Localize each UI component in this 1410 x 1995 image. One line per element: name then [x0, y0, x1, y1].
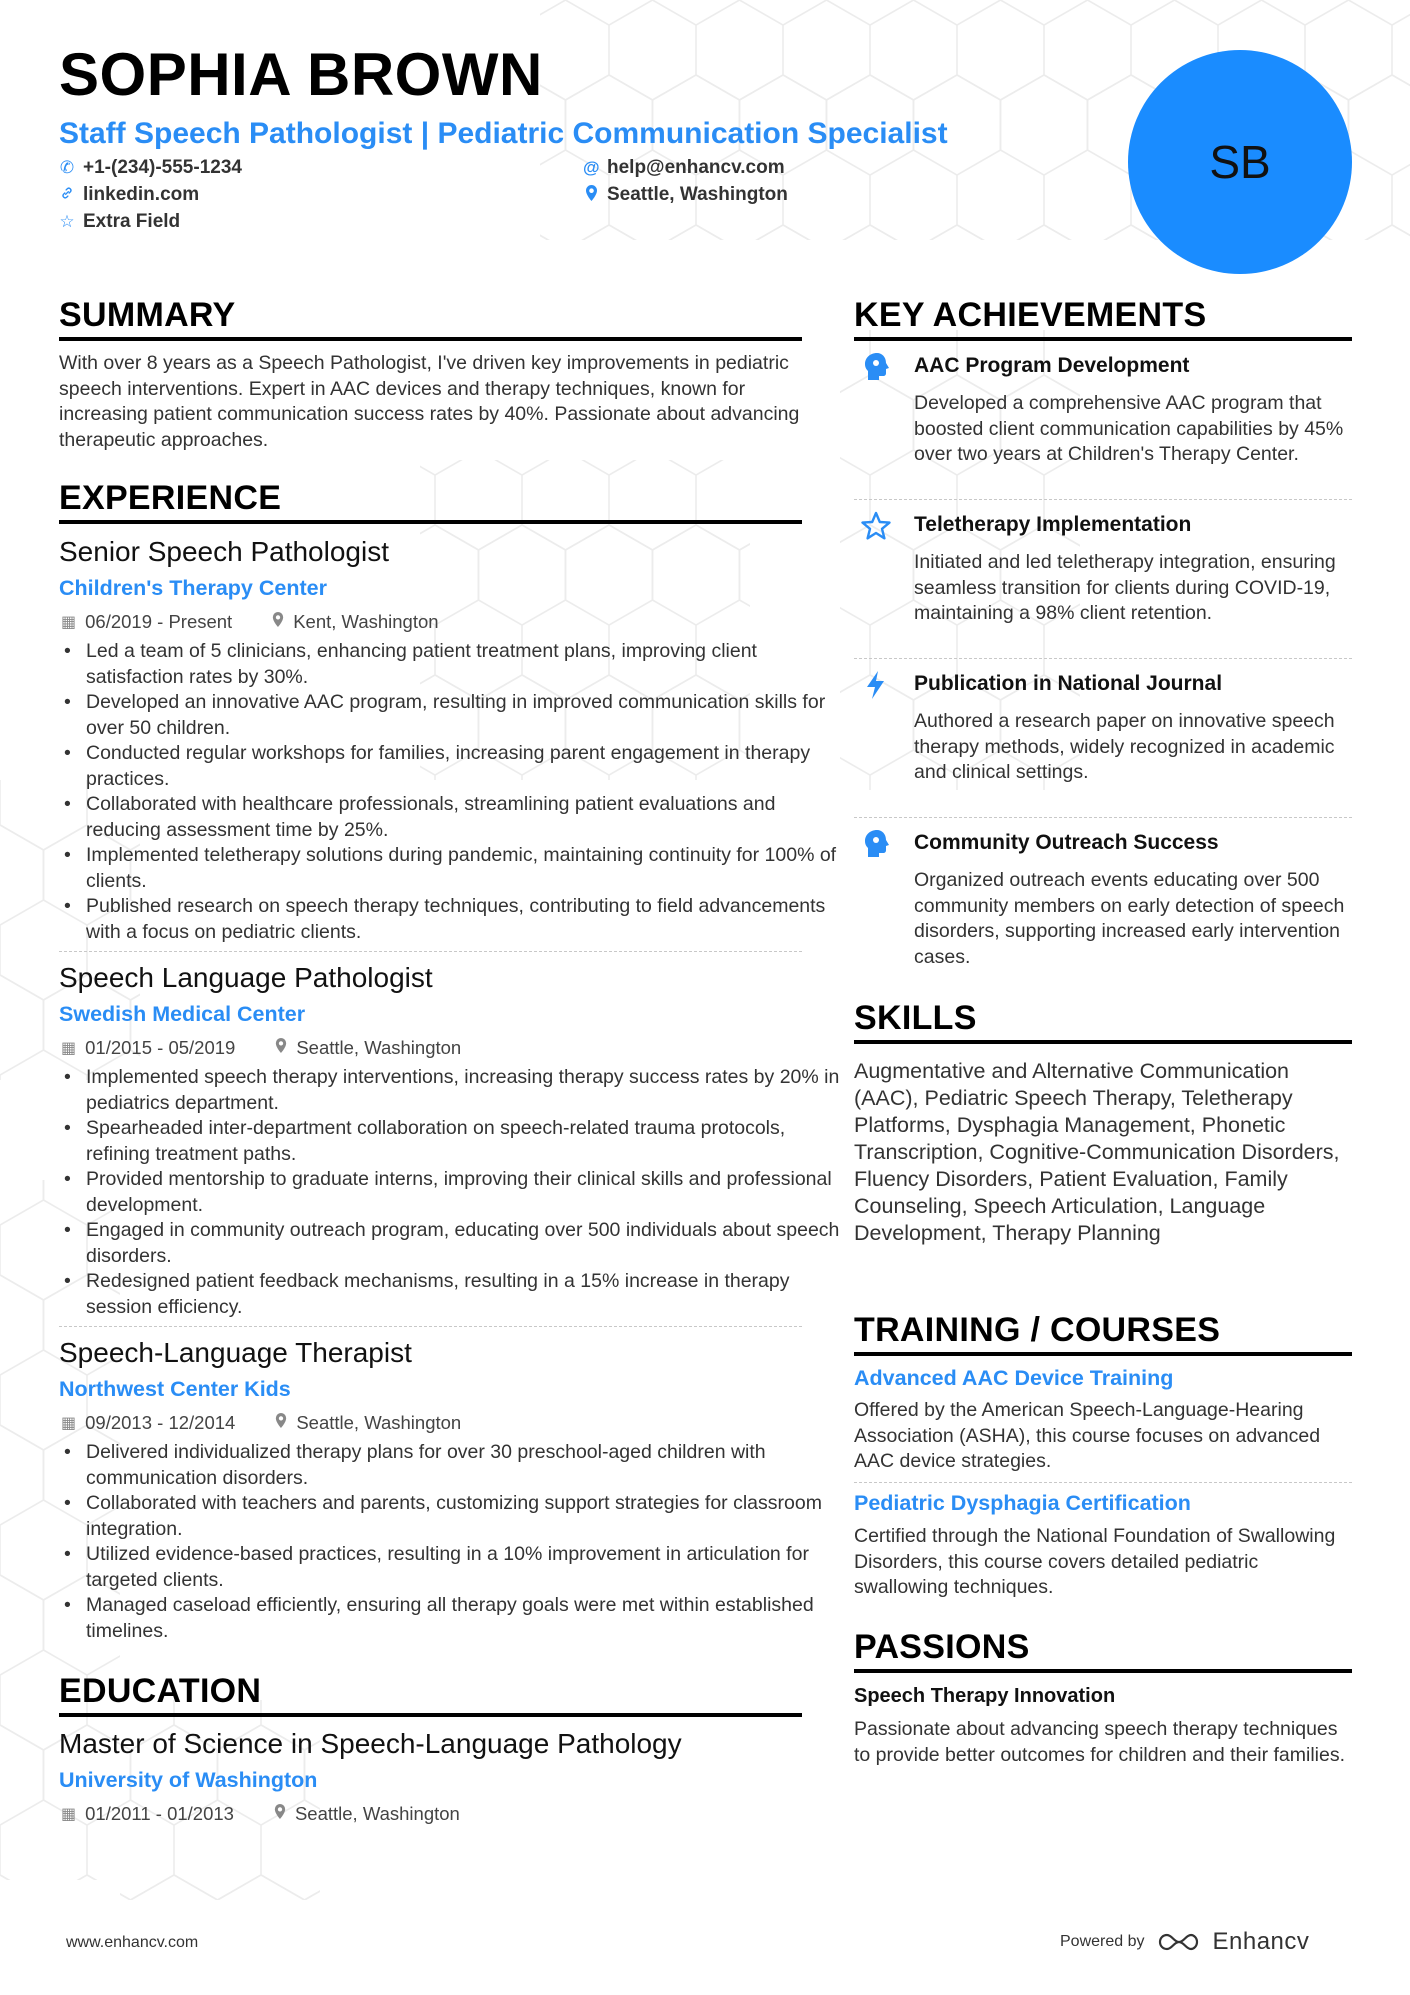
achievement-title: Teletherapy Implementation: [914, 513, 1192, 536]
bullet-item: • Conducted regular workshops for families, increasing parent engagement in therapy practices.: [86, 741, 846, 792]
course-divider: [854, 1482, 1352, 1483]
footer-branding[interactable]: [1060, 1928, 1309, 1956]
at-icon: @: [583, 158, 600, 177]
job-location: Seattle, Washington: [296, 1412, 462, 1433]
skills-text: Augmentative and Alternative Communication (AAC), Pediatric Speech Therapy, Teletherapy Platforms, Dysphagia Management, Phonetic Transcription, Cognitive-Communication Disorders, Fluency Disorders, Patient Evaluation, Family Counseling, Speech Articulation, Language Development, Therapy Planning: [854, 1059, 1340, 1245]
job-title: Speech-Language Therapist: [59, 1337, 412, 1368]
job-bullets: [59, 1440, 846, 1644]
job-location: Seattle, Washington: [296, 1037, 462, 1058]
avatar-initials: SB: [1209, 136, 1271, 188]
school-name[interactable]: University of Washington: [59, 1768, 318, 1792]
map-pin-icon: [275, 1038, 287, 1058]
calendar-icon: ▦: [61, 614, 77, 631]
powered-by-text: Powered by: [1060, 1933, 1145, 1950]
link-icon: [59, 185, 75, 205]
footer-website[interactable]: www.enhancv.com: [66, 1934, 199, 1951]
linkedin-text: linkedin.com: [83, 184, 200, 205]
lightning-icon: [860, 669, 892, 701]
location-text: Seattle, Washington: [607, 184, 788, 205]
experience-heading: EXPERIENCE: [59, 479, 282, 517]
bullet-item: • Collaborated with healthcare professionals, streamlining patient evaluations and reducing assessment time by 25%.: [86, 792, 846, 843]
bullet-item: • Led a team of 5 clinicians, enhancing patient treatment plans, improving client satisfaction rates by 30%.: [86, 639, 846, 690]
company-name[interactable]: Children's Therapy Center: [59, 576, 327, 600]
job-meta: [61, 1412, 461, 1434]
achievement-divider: [854, 817, 1352, 818]
contact-location: [583, 184, 788, 206]
bullet-item: • Provided mentorship to graduate interns, improving their clinical skills and professional development.: [86, 1167, 846, 1218]
job-divider: [59, 1326, 802, 1327]
star-outline-icon: ☆: [59, 212, 75, 231]
achievement-divider: [854, 499, 1352, 500]
course-title[interactable]: Pediatric Dysphagia Certification: [854, 1491, 1191, 1515]
bullet-item: • Redesigned patient feedback mechanisms, resulting in a 15% increase in therapy session efficiency.: [86, 1269, 846, 1320]
company-name[interactable]: Northwest Center Kids: [59, 1377, 291, 1401]
summary-text: With over 8 years as a Speech Pathologist, I've driven key improvements in pediatric speech interventions. Expert in AAC devices and therapy techniques, known for increasing patient communication success rates by 40%. Passionate about advancing therapeutic approaches.: [59, 352, 800, 451]
experience-rule: [59, 520, 802, 524]
job-divider: [59, 951, 802, 952]
degree-title: Master of Science in Speech-Language Pathology: [59, 1728, 682, 1759]
course-text: Offered by the American Speech-Language-Hearing Association (ASHA), this course focuses on advanced AAC device strategies.: [854, 1399, 1321, 1472]
candidate-name: SOPHIA BROWN: [59, 41, 543, 108]
bullet-item: • Managed caseload efficiently, ensuring all therapy goals were met within established timelines.: [86, 1593, 846, 1644]
map-pin-icon: [272, 612, 284, 632]
achievements-heading: KEY ACHIEVEMENTS: [854, 296, 1207, 334]
star-icon: [860, 510, 892, 542]
education-location: Seattle, Washington: [294, 1803, 460, 1824]
candidate-headline: Staff Speech Pathologist | Pediatric Communication Specialist: [59, 117, 948, 150]
phone-text: +1-(234)-555-1234: [83, 157, 242, 178]
passion-title: Speech Therapy Innovation: [854, 1685, 1116, 1707]
job-dates: 06/2019 - Present: [85, 611, 233, 632]
bullet-item: • Utilized evidence-based practices, resulting in a 10% improvement in articulation for targeted clients.: [86, 1542, 846, 1593]
head-icon: [860, 828, 892, 860]
bullet-item: • Published research on speech therapy techniques, contributing to field advancements with a focus on pediatric clients.: [86, 894, 846, 945]
bullet-item: • Implemented teletherapy solutions during pandemic, maintaining continuity for 100% of clients.: [86, 843, 846, 894]
education-heading: EDUCATION: [59, 1672, 262, 1710]
achievement-text: Authored a research paper on innovative speech therapy methods, widely recognized in academic and clinical settings.: [914, 710, 1335, 783]
achievements-rule: [854, 337, 1352, 341]
enhancv-logo-icon: [1157, 1930, 1201, 1954]
company-name[interactable]: Swedish Medical Center: [59, 1002, 306, 1026]
bullet-item: • Implemented speech therapy interventions, increasing therapy success rates by 20% in pediatrics department.: [86, 1065, 846, 1116]
job-location: Kent, Washington: [293, 611, 439, 632]
achievement-title: Publication in National Journal: [914, 672, 1223, 695]
training-heading: TRAINING / COURSES: [854, 1311, 1221, 1349]
achievement-divider: [854, 658, 1352, 659]
training-rule: [854, 1352, 1352, 1356]
education-dates: 01/2011 - 01/2013: [85, 1803, 234, 1824]
map-pin-icon: [583, 185, 599, 206]
skills-rule: [854, 1040, 1352, 1044]
education-rule: [59, 1713, 802, 1717]
course-text: Certified through the National Foundation of Swallowing Disorders, this course covers detailed pediatric swallowing techniques.: [854, 1525, 1336, 1598]
achievement-title: Community Outreach Success: [914, 831, 1219, 854]
bullet-item: • Collaborated with teachers and parents, customizing support strategies for classroom integration.: [86, 1491, 846, 1542]
passions-heading: PASSIONS: [854, 1628, 1030, 1666]
achievement-text: Developed a comprehensive AAC program that boosted client communication capabilities by 45% over two years at Children's Therapy Center.: [914, 392, 1344, 465]
job-dates: 01/2015 - 05/2019: [85, 1037, 236, 1058]
bullet-item: • Developed an innovative AAC program, resulting in improved communication skills for over 50 children.: [86, 690, 846, 741]
achievement-text: Organized outreach events educating over 500 community members on early detection of speech disorders, supporting increased early intervention cases.: [914, 869, 1345, 968]
achievement-text: Initiated and led teletherapy integration, ensuring seamless transition for clients during COVID-19, maintaining a 98% client retention.: [914, 551, 1336, 624]
bullet-item: • Engaged in community outreach program, educating over 500 individuals about speech disorders.: [86, 1218, 846, 1269]
email-text: help@enhancv.com: [607, 157, 785, 178]
contact-phone[interactable]: [59, 157, 242, 179]
bullet-item: • Delivered individualized therapy plans for over 30 preschool-aged children with communication disorders.: [86, 1440, 846, 1491]
job-bullets: [59, 1065, 846, 1320]
summary-rule: [59, 337, 802, 341]
summary-heading: SUMMARY: [59, 296, 236, 334]
calendar-icon: ▦: [61, 1040, 77, 1057]
education-meta: [61, 1803, 460, 1825]
calendar-icon: ▦: [61, 1415, 77, 1432]
phone-icon: ✆: [59, 158, 75, 177]
job-meta: [61, 1037, 461, 1059]
avatar: [1128, 50, 1352, 274]
bullet-item: • Spearheaded inter-department collaboration on speech-related trauma protocols, refining treatment paths.: [86, 1116, 846, 1167]
course-title[interactable]: Advanced AAC Device Training: [854, 1366, 1174, 1390]
map-pin-icon: [274, 1804, 286, 1824]
extra-field-text: Extra Field: [83, 211, 181, 232]
passions-rule: [854, 1669, 1352, 1673]
contact-email[interactable]: [583, 157, 785, 179]
brand-name: Enhancv: [1212, 1928, 1310, 1955]
job-title: Senior Speech Pathologist: [59, 536, 389, 567]
contact-extra-field: [59, 211, 180, 233]
job-meta: [61, 611, 439, 633]
job-bullets: [59, 639, 846, 945]
job-title: Speech Language Pathologist: [59, 962, 433, 993]
job-dates: 09/2013 - 12/2014: [85, 1412, 236, 1433]
skills-heading: SKILLS: [854, 999, 977, 1037]
passion-text: Passionate about advancing speech therapy techniques to provide better outcomes for children and their families.: [854, 1718, 1345, 1766]
contact-linkedin[interactable]: [59, 184, 199, 206]
head-icon: [860, 351, 892, 383]
calendar-icon: ▦: [61, 1806, 77, 1823]
map-pin-icon: [275, 1413, 287, 1433]
achievement-title: AAC Program Development: [914, 354, 1190, 377]
